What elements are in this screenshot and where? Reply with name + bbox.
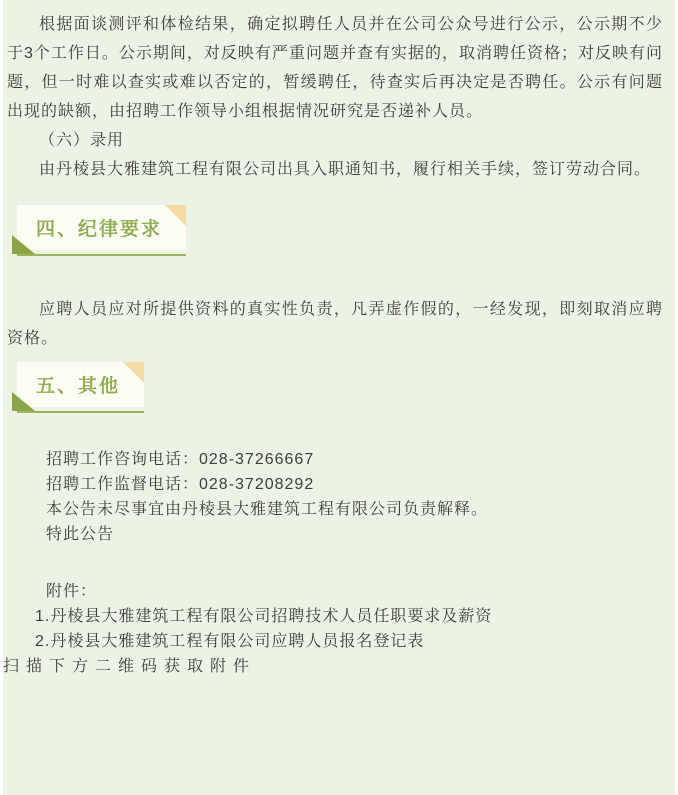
subheading-employment: （六）录用 — [39, 132, 125, 149]
paragraph-employment: 由丹棱县大雅建筑工程有限公司出具入职通知书，履行相关手续，签订劳动合同。 — [39, 161, 652, 178]
other-info-section — [3, 447, 675, 679]
corner-fold-icon — [165, 205, 186, 226]
attachments-block — [3, 579, 675, 654]
paragraph-hereby-notice: 特此公告 — [46, 526, 115, 543]
paragraph-discipline: 应聘人员应对所提供资料的真实性负责，凡弄虚作假的，一经发现，即刻取消应聘资格。 — [7, 301, 663, 347]
attachment-item-1: 1.丹棱县大雅建筑工程有限公司招聘技术人员任职要求及薪资 — [35, 608, 493, 625]
phone-consult-line: 招聘工作咨询电话：028-37266667 — [46, 451, 315, 468]
recruitment-publicity-section — [3, 0, 675, 184]
section-title-other: 五、其他 — [36, 376, 121, 397]
paragraph-interpretation: 本公告未尽事宜由丹棱县大雅建筑工程有限公司负责解释。 — [46, 501, 489, 518]
corner-fold-icon — [123, 362, 144, 383]
section-heading-other — [17, 362, 144, 413]
phone-block — [3, 447, 675, 497]
section-underline — [17, 254, 186, 256]
section-heading-discipline — [17, 205, 186, 256]
corner-triangle-icon — [12, 235, 35, 254]
attachment-item-2: 2.丹棱县大雅建筑工程有限公司应聘人员报名登记表 — [35, 633, 425, 650]
paragraph-publicity: 根据面谈测评和体检结果，确定拟聘任人员并在公司公众号进行公示，公示期不少于3个工作日。公示期间，对反映有严重问题并查有实据的，取消聘任资格；对反映有问题，但一时难以查实或难以否定的，暂缓聘任，待查实后再决定是否聘任。公示有问题出现的缺额，由招聘工作领导小组根据情况研究是否递补人员。 — [7, 16, 663, 120]
section-underline — [17, 411, 144, 413]
section-heading-box — [17, 362, 144, 407]
corner-triangle-icon — [12, 392, 35, 411]
attachments-label: 附件： — [46, 583, 98, 600]
qr-code-hint: 扫描下方二维码获取附件 — [3, 658, 257, 675]
phone-supervise-line: 招聘工作监督电话：028-37208292 — [46, 476, 315, 493]
section-title-discipline: 四、纪律要求 — [36, 219, 163, 240]
section-heading-box — [17, 205, 186, 250]
